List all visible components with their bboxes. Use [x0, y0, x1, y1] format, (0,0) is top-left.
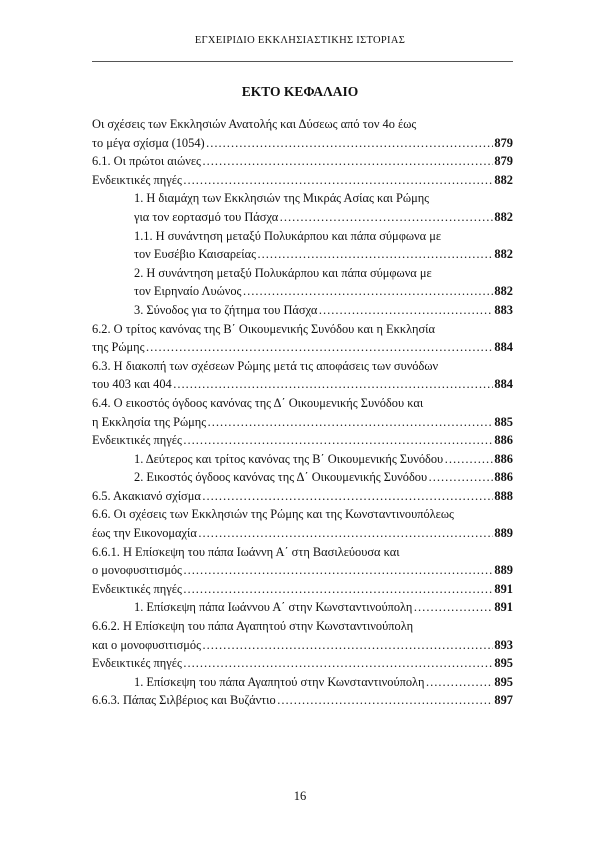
dot-leader	[146, 338, 494, 357]
toc-entry	[92, 636, 513, 655]
dot-leader	[428, 468, 493, 487]
toc-entry-text: για τον εορτασμό του Πάσχα	[134, 209, 279, 224]
table-of-contents	[92, 115, 513, 710]
toc-entry-text: 6.4. Ο εικοστός όγδοος κανόνας της Δ΄ Οικουμενικής Συνόδου και	[92, 395, 424, 410]
toc-entry-page: 879	[494, 154, 513, 169]
toc-entry	[92, 598, 513, 617]
toc-entry-page: 882	[494, 284, 513, 299]
dot-leader	[413, 598, 493, 617]
toc-entry-page: 897	[494, 693, 513, 708]
running-header: ΕΓΧΕΙΡΙΔΙΟ ΕΚΚΛΗΣΙΑΣΤΙΚΗΣ ΙΣΤΟΡΙΑΣ	[194, 35, 406, 46]
toc-entry	[92, 171, 513, 190]
toc-entry	[92, 524, 513, 543]
toc-entry-page: 884	[494, 377, 513, 392]
toc-entry-text: 6.3. Η διακοπή των σχέσεων Ρώμης μετά τις αποφάσεις των συνόδων	[92, 358, 439, 373]
toc-entry-page: 886	[494, 470, 513, 485]
toc-entry-page: 882	[494, 172, 513, 187]
chapter-title: ΕΚΤΟ ΚΕΦΑΛΑΙΟ	[241, 84, 359, 99]
dot-leader	[183, 171, 494, 190]
toc-entry-text: 6.1. Οι πρώτοι αιώνες	[92, 154, 201, 169]
dot-leader	[202, 487, 494, 506]
dot-leader	[444, 450, 493, 469]
toc-entry-text: το μέγα σχίσμα (1054)	[92, 135, 205, 150]
toc-entry	[92, 357, 513, 376]
toc-entry-text: Ενδεικτικές πηγές	[92, 581, 182, 596]
toc-entry	[92, 301, 513, 320]
toc-entry-text: 6.6.2. Η Επίσκεψη του πάπα Αγαπητού στην Κωνσταντινούπολη	[92, 619, 414, 634]
toc-entry-page: 886	[494, 433, 513, 448]
dot-leader	[183, 580, 494, 599]
toc-entry	[92, 450, 513, 469]
toc-entry-text: 6.2. Ο τρίτος κανόνας της Β΄ Οικουμενικής Συνόδου και η Εκκλησία	[92, 321, 435, 336]
toc-entry	[92, 673, 513, 692]
toc-entry-text: 1. Η διαμάχη των Εκκλησιών της Μικράς Ασίας και Ρώμης	[134, 191, 430, 206]
toc-entry	[92, 691, 513, 710]
toc-entry-text: η Εκκλησία της Ρώμης	[92, 414, 207, 429]
toc-entry-text: Ενδεικτικές πηγές	[92, 433, 182, 448]
toc-entry-page: 885	[494, 414, 513, 429]
toc-entry-page: 886	[494, 451, 513, 466]
toc-entry	[92, 468, 513, 487]
dot-leader	[242, 282, 493, 301]
toc-entry-text: 3. Σύνοδος για το ζήτημα του Πάσχα	[134, 302, 318, 317]
toc-entry-page: 889	[494, 563, 513, 578]
toc-entry-page: 879	[494, 135, 513, 150]
toc-entry	[92, 338, 513, 357]
toc-entry-page: 882	[494, 209, 513, 224]
toc-entry-page: 893	[494, 637, 513, 652]
toc-entry-text: 6.6.3. Πάπας Σιλβέριος και Βυζάντιο	[92, 693, 276, 708]
toc-entry-text: του 403 και 404	[92, 377, 172, 392]
toc-entry	[92, 580, 513, 599]
toc-entry	[92, 543, 513, 562]
dot-leader	[425, 673, 493, 692]
dot-leader	[183, 654, 494, 673]
toc-entry	[92, 245, 513, 264]
toc-entry	[92, 189, 513, 208]
toc-entry-page: 882	[494, 247, 513, 262]
toc-entry-text: 6.6.1. Η Επίσκεψη του πάπα Ιωάννη Α΄ στη Βασιλεύουσα και	[92, 544, 400, 559]
toc-entry	[92, 264, 513, 283]
toc-entry-page: 895	[494, 674, 513, 689]
toc-entry-text: 1. Επίσκεψη του πάπα Αγαπητού στην Κωνσταντινούπολη	[134, 674, 425, 689]
dot-leader	[318, 301, 493, 320]
toc-entry	[92, 227, 513, 246]
toc-entry-page: 889	[494, 526, 513, 541]
dot-leader	[279, 208, 493, 227]
toc-entry-text: 6.6. Οι σχέσεις των Εκκλησιών της Ρώμης και της Κωνσταντινουπόλεως	[92, 507, 454, 522]
toc-entry	[92, 375, 513, 394]
toc-entry-page: 891	[494, 600, 513, 615]
toc-entry	[92, 394, 513, 413]
toc-entry-text: ο μονοφυσιτισμός	[92, 563, 182, 578]
toc-entry-text: 6.5. Ακακιανό σχίσμα	[92, 488, 201, 503]
toc-entry-text: και ο μονοφυσιτισμός	[92, 637, 202, 652]
header-rule	[92, 61, 513, 62]
toc-entry-text: 1.1. Η συνάντηση μεταξύ Πολυκάρπου και πάπα σύμφωνα με	[134, 228, 442, 243]
toc-entry	[92, 617, 513, 636]
dot-leader	[183, 431, 494, 450]
dot-leader	[207, 413, 493, 432]
dot-leader	[183, 561, 493, 580]
toc-entry	[92, 320, 513, 339]
dot-leader	[198, 524, 494, 543]
toc-entry-text: 2. Εικοστός όγδοος κανόνας της Δ΄ Οικουμενικής Συνόδου	[134, 470, 428, 485]
toc-entry	[92, 152, 513, 171]
toc-entry	[92, 115, 513, 134]
toc-entry-text: 1. Επίσκεψη πάπα Ιωάννου Α΄ στην Κωνσταντινούπολη	[134, 600, 413, 615]
toc-entry	[92, 282, 513, 301]
toc-entry-page: 895	[494, 656, 513, 671]
toc-entry-text: Ενδεικτικές πηγές	[92, 172, 182, 187]
toc-entry	[92, 505, 513, 524]
toc-entry-text: Ενδεικτικές πηγές	[92, 656, 182, 671]
toc-entry-page: 888	[494, 488, 513, 503]
toc-entry	[92, 487, 513, 506]
toc-entry-text: 2. Η συνάντηση μεταξύ Πολυκάρπου και πάπα σύμφωνα με	[134, 265, 432, 280]
toc-entry-text: Οι σχέσεις των Εκκλησιών Ανατολής και Δύσεως από τον 4ο έως	[92, 117, 417, 131]
toc-entry	[92, 431, 513, 450]
dot-leader	[202, 636, 493, 655]
toc-entry-text: της Ρώμης	[92, 340, 145, 355]
toc-entry	[92, 561, 513, 580]
page-number: 16	[293, 789, 307, 803]
toc-entry-text: 1. Δεύτερος και τρίτος κανόνας της Β΄ Οικουμενικής Συνόδου	[134, 451, 444, 466]
toc-entry	[92, 134, 513, 153]
toc-entry	[92, 413, 513, 432]
dot-leader	[257, 245, 493, 264]
toc-entry-page: 883	[494, 302, 513, 317]
toc-entry-text: τον Ευσέβιο Καισαρείας	[134, 247, 256, 262]
dot-leader	[202, 152, 493, 171]
dot-leader	[173, 375, 494, 394]
dot-leader	[206, 134, 494, 153]
toc-entry	[92, 208, 513, 227]
toc-entry-text: έως την Εικονομαχία	[92, 526, 197, 541]
dot-leader	[277, 691, 494, 710]
toc-entry-text: τον Ειρηναίο Λυώνος	[134, 284, 242, 299]
toc-entry	[92, 654, 513, 673]
toc-entry-page: 891	[494, 581, 513, 596]
toc-entry-page: 884	[494, 340, 513, 355]
